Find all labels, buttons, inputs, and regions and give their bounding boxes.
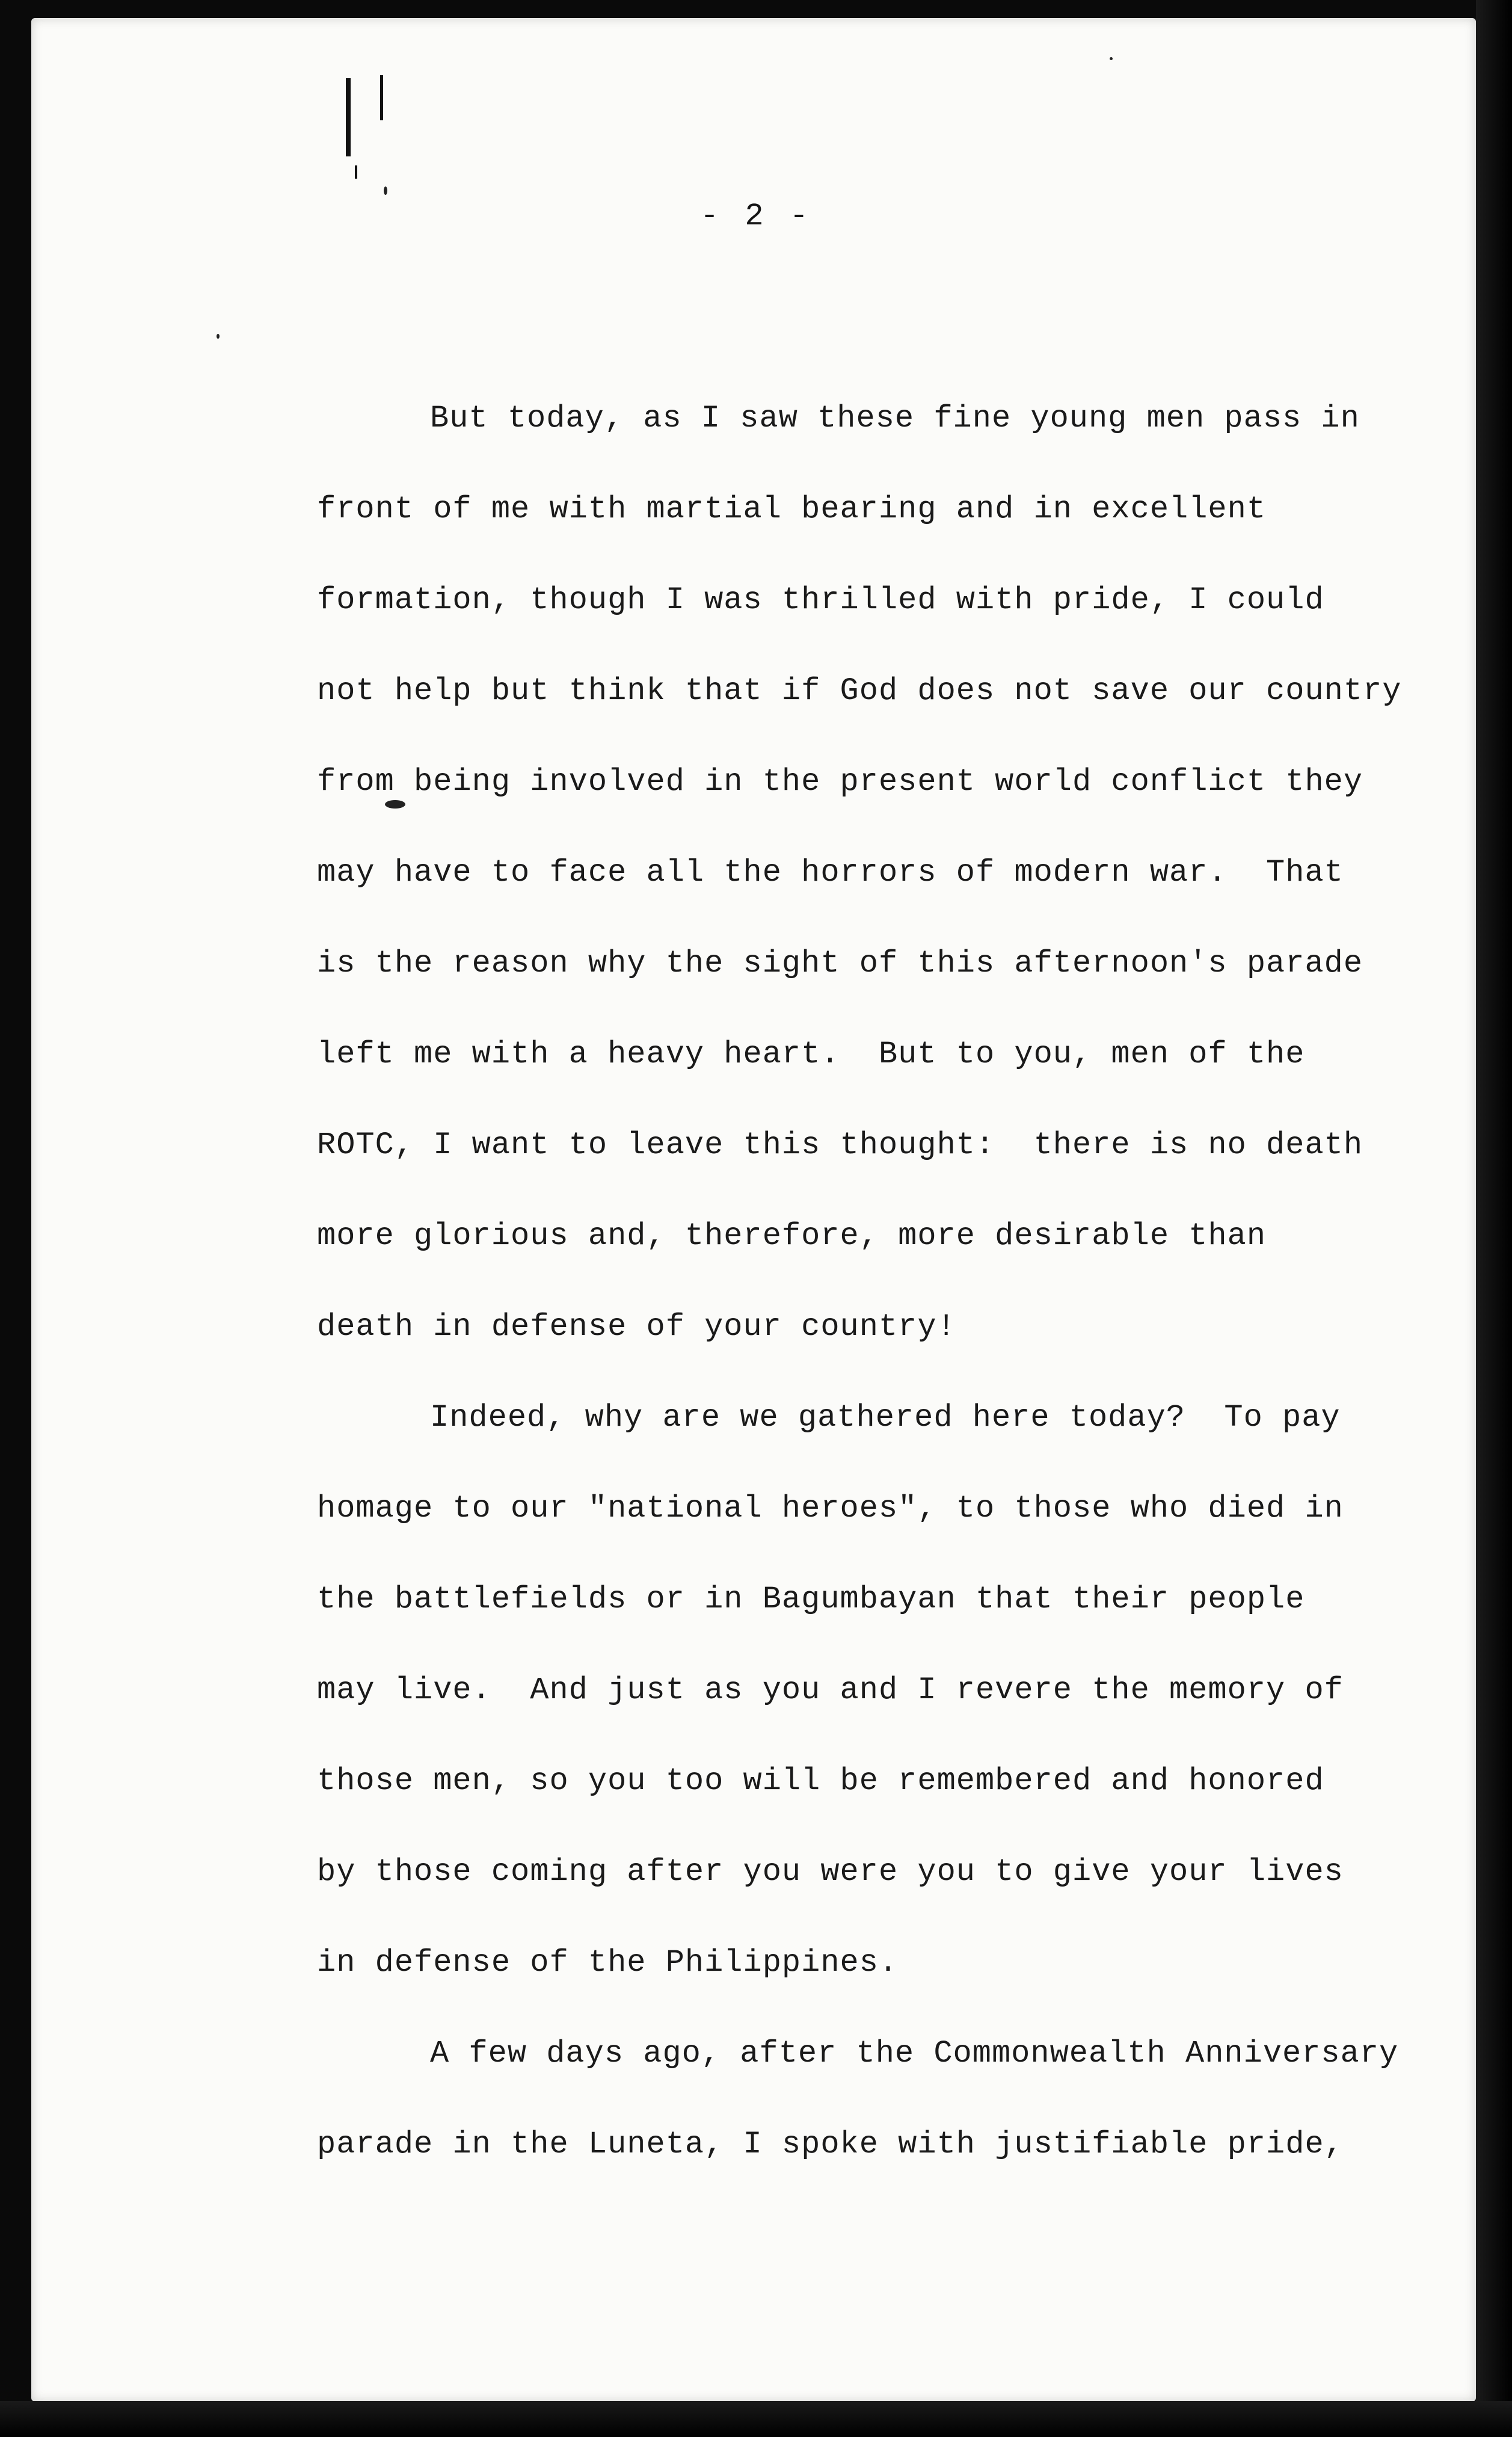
text-line: may live. And just as you and I revere the memory of	[317, 1672, 1344, 1708]
ink-mark	[355, 165, 357, 179]
text-line: But today, as I saw these fine young men pass in	[430, 401, 1360, 436]
text-line: more glorious and, therefore, more desirable than	[317, 1218, 1267, 1254]
text-line: from being involved in the present world conflict they	[317, 764, 1363, 799]
ink-dot	[384, 186, 387, 195]
text-line: not help but think that if God does not save our country	[317, 673, 1402, 709]
page-number: - 2 -	[699, 199, 813, 234]
text-line: homage to our "national heroes", to those who died in	[317, 1491, 1344, 1526]
scan-edge-bottom	[0, 2401, 1512, 2437]
text-line: death in defense of your country!	[317, 1309, 956, 1345]
ink-mark	[380, 75, 383, 120]
ink-dot	[1110, 57, 1113, 60]
text-line: parade in the Luneta, I spoke with justifiable pride,	[317, 2127, 1344, 2162]
text-line: ROTC, I want to leave this thought: there is no death	[317, 1127, 1363, 1163]
text-line: formation, though I was thrilled with pride, I could	[317, 582, 1324, 618]
text-line: those men, so you too will be remembered and honored	[317, 1763, 1324, 1799]
text-line: front of me with martial bearing and in excellent	[317, 491, 1267, 527]
ink-dot	[217, 334, 220, 339]
text-line: the battlefields or in Bagumbayan that their people	[317, 1582, 1305, 1617]
text-line: in defense of the Philippines.	[317, 1945, 899, 1980]
text-line: left me with a heavy heart. But to you, men of the	[317, 1037, 1305, 1072]
text-line: by those coming after you were you to give your lives	[317, 1854, 1344, 1890]
text-line: may have to face all the horrors of modern war. That	[317, 855, 1344, 890]
document-body	[317, 373, 1402, 2190]
scan-edge-right	[1476, 0, 1512, 2437]
ink-mark	[346, 78, 351, 156]
text-line: Indeed, why are we gathered here today? To pay	[430, 1400, 1341, 1435]
text-line: A few days ago, after the Commonwealth Anniversary	[430, 2036, 1399, 2071]
text-line: is the reason why the sight of this afternoon's parade	[317, 946, 1363, 981]
